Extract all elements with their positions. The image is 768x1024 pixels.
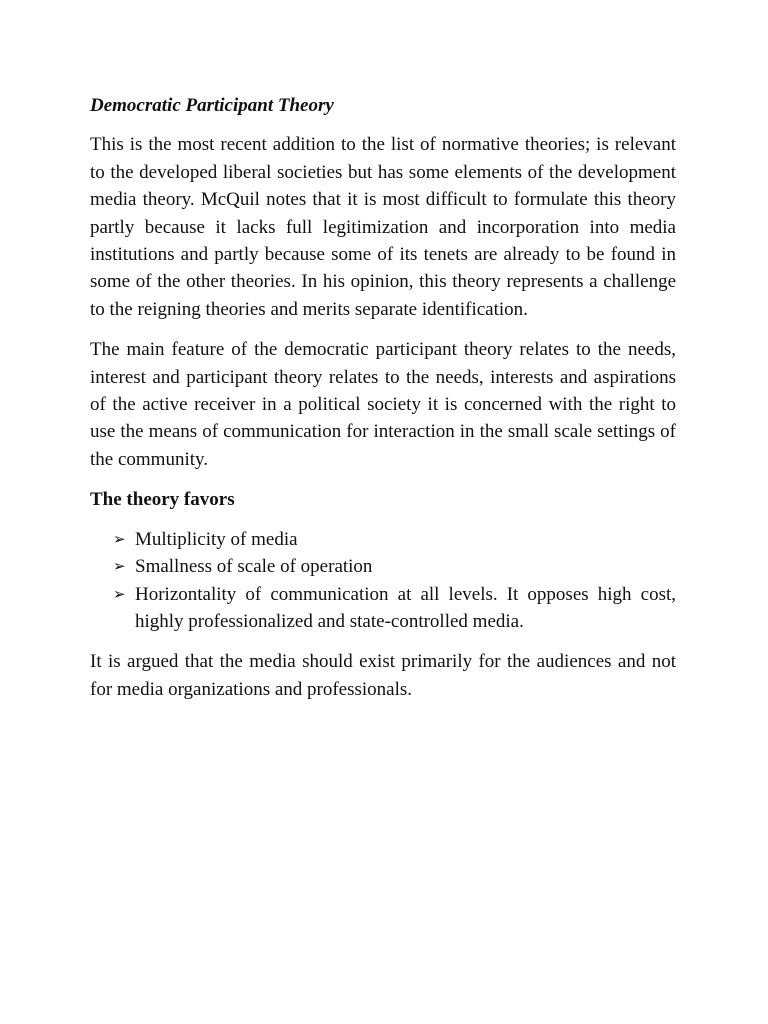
arrowhead-bullet-icon: ➢ <box>113 557 126 576</box>
list-item-text: Horizontality of communication at all levels. It opposes high cost, highly professionalized and state-controlled media. <box>135 583 676 632</box>
list-item <box>90 526 676 553</box>
favors-heading: The theory favors <box>90 489 235 511</box>
list-item-text: Smallness of scale of operation <box>135 556 373 578</box>
paragraph-main-feature: The main feature of the democratic participant theory relates to the needs, interest and participant theory relates to the needs, interests and aspirations of the active receiver in a political society it is concerned with the right to use the means of communication for interaction in the small scale settings of the community. <box>90 339 676 470</box>
paragraph-intro: This is the most recent addition to the list of normative theories; is relevant to the developed liberal societies but has some elements of the development media theory. McQuil notes that it is most difficult to formulate this theory partly because it lacks full legitimization and incorporation into media institutions and partly because some of its tenets are already to be found in some of the other theories. In his opinion, this theory represents a challenge to the reigning theories and merits separate identification. <box>90 134 676 320</box>
arrowhead-bullet-icon: ➢ <box>113 584 126 603</box>
arrowhead-bullet-icon: ➢ <box>113 529 126 548</box>
paragraph-closing: It is argued that the media should exist primarily for the audiences and not for media organizations and professionals. <box>90 651 676 700</box>
list-item-text: Multiplicity of media <box>135 528 298 550</box>
favors-list <box>90 526 676 636</box>
section-title: Democratic Participant Theory <box>90 95 334 116</box>
document-page <box>90 92 676 716</box>
list-item <box>90 553 676 580</box>
list-item <box>90 581 676 636</box>
